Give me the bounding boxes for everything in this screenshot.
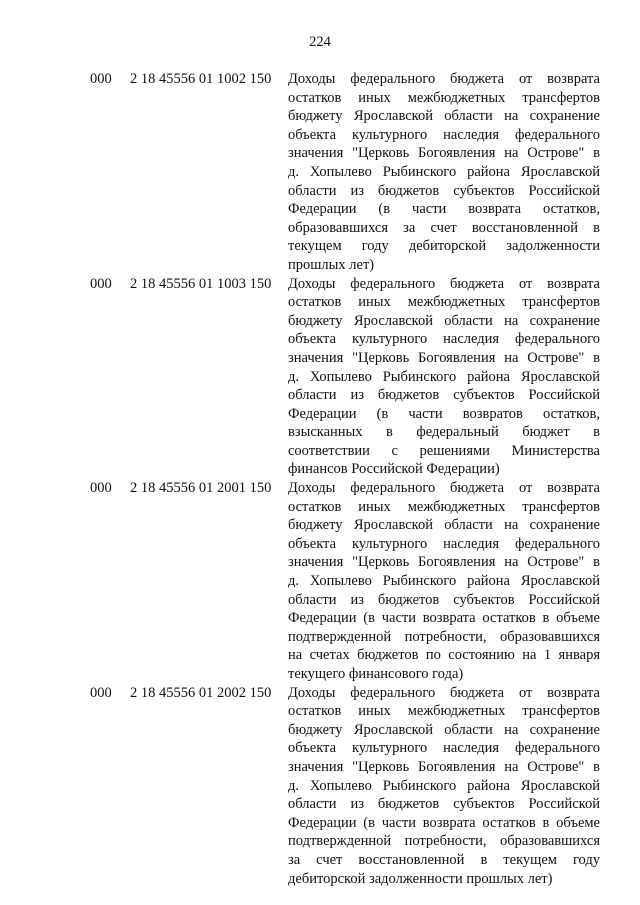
description-line: объекта культурного наследия федерального bbox=[288, 331, 600, 348]
admin-code: 000 bbox=[90, 71, 112, 87]
income-description bbox=[288, 275, 600, 480]
table-row bbox=[90, 479, 610, 684]
description-line: д. Хопылево Рыбинского района Ярославской bbox=[288, 777, 600, 794]
description-line: образовавшихся за счет восстановленной в bbox=[288, 219, 600, 236]
description-line: текущем году дебиторской задолженности bbox=[288, 238, 600, 255]
description-line: объекта культурного наследия федерального bbox=[288, 740, 600, 757]
description-line: взысканных в федеральный бюджет в bbox=[288, 424, 600, 441]
budget-classification-code: 2 18 45556 01 1003 150 bbox=[130, 275, 272, 292]
description-line: Доходы федерального бюджета от возврата bbox=[288, 684, 600, 701]
income-description bbox=[288, 70, 600, 275]
description-line: остатков иных межбюджетных трансфертов bbox=[288, 703, 600, 720]
description-line: бюджету Ярославской области на сохранение bbox=[288, 721, 600, 738]
description-line: Федерации (в части возврата остатков в объеме bbox=[288, 814, 600, 831]
description-line: финансов Российской Федерации) bbox=[288, 461, 500, 478]
description-line: Доходы федерального бюджета от возврата bbox=[288, 480, 600, 497]
income-description bbox=[288, 479, 600, 684]
description-line: д. Хопылево Рыбинского района Ярославской bbox=[288, 573, 600, 590]
description-line: прошлых лет) bbox=[288, 256, 375, 273]
table-row bbox=[90, 275, 610, 480]
description-line: текущего финансового года) bbox=[288, 666, 464, 682]
description-line: области из бюджетов субъектов Российской bbox=[288, 591, 600, 608]
table-row bbox=[90, 70, 610, 275]
description-line: подтвержденной потребности, образовавшихся bbox=[288, 628, 600, 645]
admin-code: 000 bbox=[90, 684, 112, 701]
table-row bbox=[90, 684, 610, 889]
description-line: остатков иных межбюджетных трансфертов bbox=[288, 294, 600, 311]
description-line: бюджету Ярославской области на сохранение bbox=[288, 517, 600, 534]
description-line: значения "Церковь Богоявления на Острове" в bbox=[288, 349, 600, 366]
description-line: области из бюджетов субъектов Российской bbox=[288, 182, 600, 199]
budget-classification-code: 2 18 45556 01 1002 150 bbox=[130, 71, 272, 87]
description-line: объекта культурного наследия федерального bbox=[288, 535, 600, 552]
budget-classification-code: 2 18 45556 01 2002 150 bbox=[130, 684, 272, 701]
description-line: на счетах бюджетов по состоянию на 1 января bbox=[288, 647, 600, 664]
budget-classification-code: 2 18 45556 01 2001 150 bbox=[130, 480, 272, 497]
description-line: остатков иных межбюджетных трансфертов bbox=[288, 89, 600, 106]
description-line: области из бюджетов субъектов Российской bbox=[288, 387, 600, 404]
description-line: бюджету Ярославской области на сохранение bbox=[288, 312, 600, 329]
description-line: объекта культурного наследия федерального bbox=[288, 126, 600, 143]
description-line: значения "Церковь Богоявления на Острове" в bbox=[288, 145, 600, 162]
page-number: 224 bbox=[309, 34, 331, 50]
description-line: остатков иных межбюджетных трансфертов bbox=[288, 498, 600, 515]
description-line: Доходы федерального бюджета от возврата bbox=[288, 275, 600, 292]
description-line: Федерации (в части возвратов остатков, bbox=[288, 405, 600, 422]
description-line: области из бюджетов субъектов Российской bbox=[288, 796, 600, 813]
description-line: д. Хопылево Рыбинского района Ярославской bbox=[288, 368, 600, 385]
description-line: Федерации (в части возврата остатков, bbox=[288, 201, 600, 218]
description-line: бюджету Ярославской области на сохранение bbox=[288, 108, 600, 125]
description-line: соответствии с решениями Министерства bbox=[288, 442, 600, 459]
description-line: подтвержденной потребности, образовавшихся bbox=[288, 833, 600, 850]
description-line: Доходы федерального бюджета от возврата bbox=[288, 71, 600, 87]
description-line: за счет восстановленной в текущем году bbox=[288, 851, 600, 868]
description-line: значения "Церковь Богоявления на Острове" в bbox=[288, 758, 600, 775]
budget-code-table bbox=[90, 70, 610, 888]
income-description bbox=[288, 684, 600, 889]
description-line: дебиторской задолженности прошлых лет) bbox=[288, 870, 553, 887]
admin-code: 000 bbox=[90, 480, 112, 497]
description-line: Федерации (в части возврата остатков в объеме bbox=[288, 610, 600, 627]
description-line: значения "Церковь Богоявления на Острове" в bbox=[288, 554, 600, 571]
admin-code: 000 bbox=[90, 275, 112, 292]
description-line: д. Хопылево Рыбинского района Ярославской bbox=[288, 163, 600, 180]
